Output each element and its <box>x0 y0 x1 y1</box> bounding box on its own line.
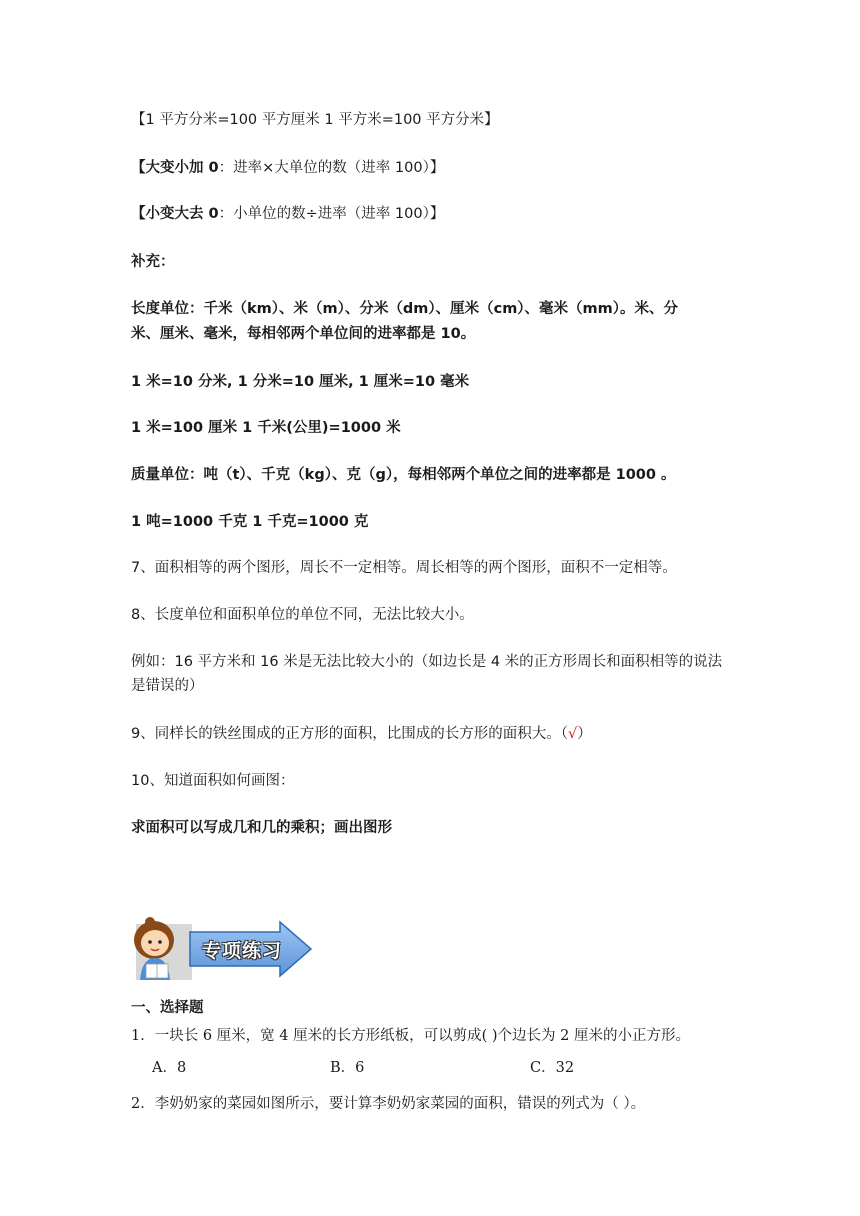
point-10: 10、知道面积如何画图： <box>131 773 295 789</box>
big-to-small-title: 【大变小加 0 <box>131 160 219 176</box>
example-line2: 是错误的） <box>131 678 204 694</box>
question-2: 2．李奶奶家的菜园如图所示，要计算李奶奶家菜园的面积，错误的列式为（ ）。 <box>131 1096 646 1112</box>
length-conversion-2: 1 米=100 厘米 1 千米(公里)=1000 米 <box>131 420 401 436</box>
q1-option-a[interactable]: A．8 <box>152 1060 187 1076</box>
mass-units: 质量单位：吨（t）、千克（kg）、克（g），每相邻两个单位之间的进率都是 1000 。 <box>131 467 676 483</box>
q1-option-c[interactable]: C．32 <box>530 1060 575 1076</box>
small-to-big-text: ：小单位的数÷进率（进率 100）】 <box>218 206 445 222</box>
point-8: 8、长度单位和面积单位的单位不同，无法比较大小。 <box>131 607 474 623</box>
length-conversion-1: 1 米=10 分米, 1 分米=10 厘米, 1 厘米=10 毫米 <box>131 374 470 390</box>
point-9-close: ） <box>577 726 592 742</box>
big-to-small-text: ：进率×大单位的数（进率 100）】 <box>218 160 445 176</box>
area-conversion-rule: 【1 平方分米=100 平方厘米 1 平方米=100 平方分米】 <box>131 112 499 128</box>
big-to-small-rule <box>131 158 444 178</box>
small-to-big-rule <box>131 204 444 224</box>
mass-conversion: 1 吨=1000 千克 1 千克=1000 克 <box>131 514 369 530</box>
banner-label: 专项练习 <box>202 940 283 962</box>
point-9-text: 9、同样长的铁丝围成的正方形的面积，比围成的长方形的面积大。（ <box>131 726 568 742</box>
small-to-big-title: 【小变大去 0 <box>131 206 219 222</box>
section-title: 一、选择题 <box>131 1000 204 1016</box>
example-line1: 例如：16 平方米和 16 米是无法比较大小的（如边长是 4 米的正方形周长和面积相等的说法 <box>131 654 723 670</box>
point-7: 7、面积相等的两个图形，周长不一定相等。周长相等的两个图形，面积不一定相等。 <box>131 560 677 576</box>
length-units-line2: 米、厘米、毫米，每相邻两个单位间的进率都是 10。 <box>131 326 476 342</box>
practice-banner <box>128 914 314 982</box>
q1-option-b[interactable]: B．6 <box>330 1060 365 1076</box>
point-9 <box>131 724 592 744</box>
length-units-line1: 长度单位：千米（km）、米（m）、分米（dm）、厘米（cm）、毫米（mm）。米、分 <box>131 301 679 317</box>
point-10-detail: 求面积可以写成几和几的乘积；画出图形 <box>131 820 392 836</box>
checkmark-icon: √ <box>567 726 578 742</box>
question-1: 1．一块长 6 厘米，宽 4 厘米的长方形纸板，可以剪成( )个边长为 2 厘米的小正方形。 <box>131 1028 690 1044</box>
supplement-heading: 补充： <box>131 254 175 270</box>
